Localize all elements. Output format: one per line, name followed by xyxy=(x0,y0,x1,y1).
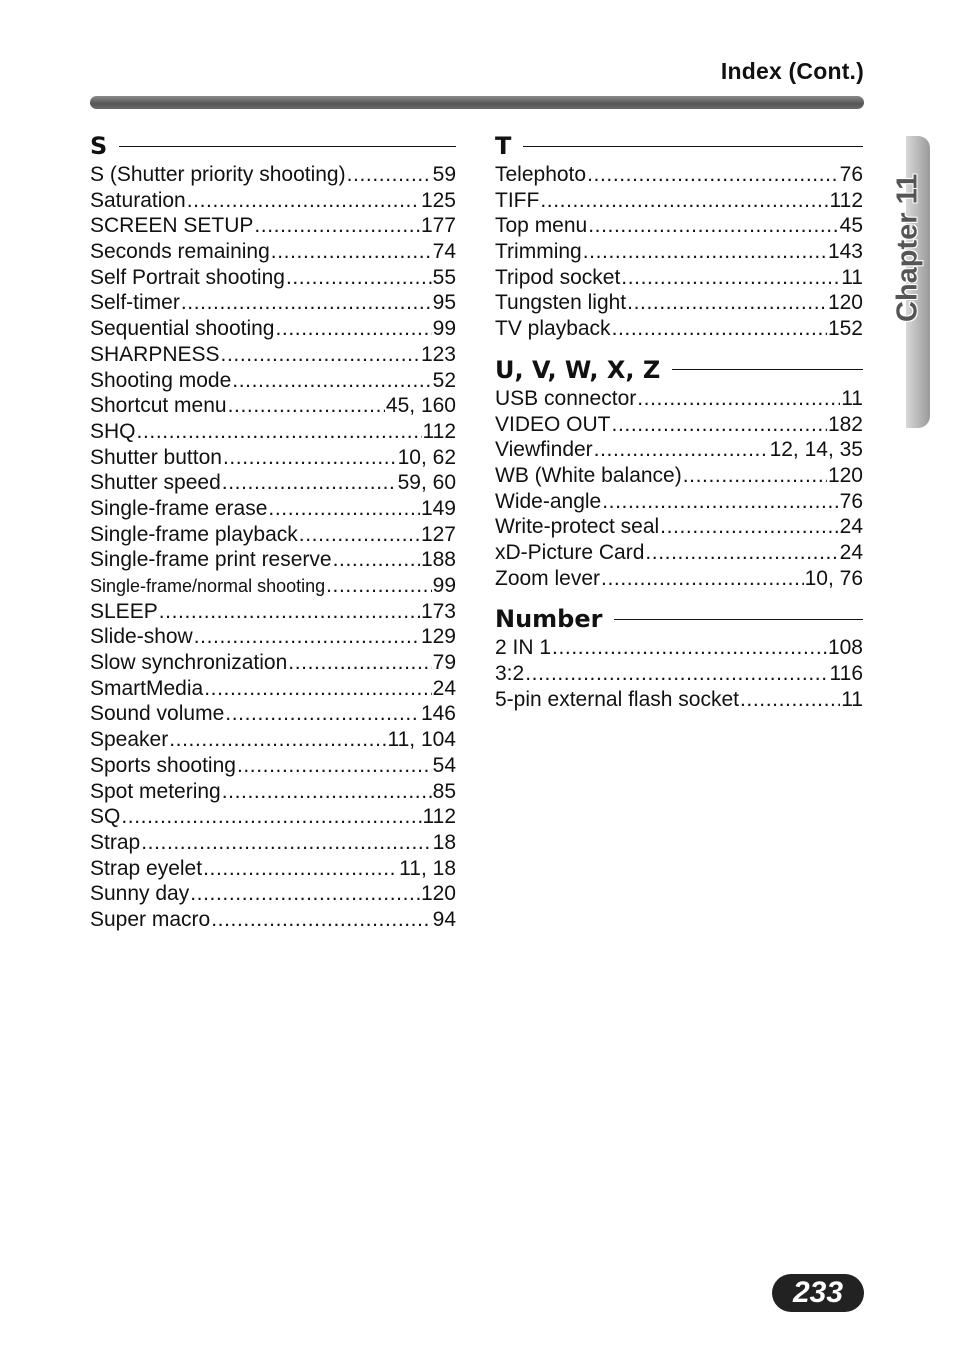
dot-leader xyxy=(194,624,420,650)
index-page-ref: 76 xyxy=(839,489,863,513)
index-entry xyxy=(90,624,456,650)
index-term: SLEEP xyxy=(90,599,158,623)
index-term: Single-frame print reserve xyxy=(90,548,332,572)
index-page-ref: 11 xyxy=(841,386,863,410)
index-entry xyxy=(495,489,863,515)
index-entry xyxy=(90,779,456,805)
dot-leader xyxy=(347,162,432,188)
section-heading xyxy=(90,132,456,160)
index-entry xyxy=(90,290,456,316)
index-term: Single-frame playback xyxy=(90,522,298,546)
index-term: 3:2 xyxy=(495,662,525,685)
dot-leader xyxy=(275,316,431,342)
section-rule xyxy=(119,146,456,147)
index-term: SQ xyxy=(90,805,121,829)
index-page-ref: 74 xyxy=(432,240,456,264)
dot-leader xyxy=(271,239,432,265)
section-heading xyxy=(495,132,863,160)
index-page-ref: 146 xyxy=(420,702,456,726)
index-entry xyxy=(90,445,456,471)
index-page-ref: 143 xyxy=(827,240,863,264)
index-term: Slow synchronization xyxy=(90,651,288,675)
index-page-ref: 123 xyxy=(420,342,456,366)
index-entry xyxy=(90,804,456,830)
index-entry xyxy=(495,265,863,291)
index-page-ref: 76 xyxy=(839,163,863,186)
dot-leader xyxy=(288,650,431,676)
index-term: Spot metering xyxy=(90,779,221,803)
index-term: VIDEO OUT xyxy=(495,412,611,436)
section-heading xyxy=(495,605,863,633)
index-term: Shutter button xyxy=(90,445,222,469)
index-entry xyxy=(90,650,456,676)
index-page-ref: 24 xyxy=(839,515,863,539)
dot-leader xyxy=(268,496,420,522)
section-letter: Number xyxy=(495,605,603,634)
index-page-ref: 120 xyxy=(827,463,863,487)
index-entry xyxy=(90,265,456,291)
index-entry xyxy=(495,635,863,661)
dot-leader xyxy=(203,856,398,882)
index-page-ref: 11 xyxy=(841,265,863,289)
index-entry xyxy=(90,701,456,727)
index-entry xyxy=(495,412,863,438)
index-term: Sports shooting xyxy=(90,753,236,777)
index-page-ref: 127 xyxy=(420,522,456,546)
dot-leader xyxy=(525,661,828,687)
dot-leader xyxy=(237,753,432,779)
index-entry xyxy=(90,368,456,394)
index-entry xyxy=(90,676,456,702)
index-page-ref: 152 xyxy=(827,317,863,341)
dot-leader xyxy=(333,547,420,573)
dot-leader xyxy=(286,265,432,291)
index-page-ref: 99 xyxy=(432,317,456,341)
index-term: Shutter speed xyxy=(90,471,221,495)
dot-leader xyxy=(211,907,431,933)
dot-leader xyxy=(221,342,420,368)
index-term: Sound volume xyxy=(90,702,225,726)
dot-leader xyxy=(187,188,420,214)
section-letter: S xyxy=(90,132,108,160)
index-column-left xyxy=(90,132,456,947)
dot-leader xyxy=(223,445,397,471)
index-term: Write-protect seal xyxy=(495,515,660,539)
index-term: TIFF xyxy=(495,188,540,212)
index-page-ref: 52 xyxy=(432,368,456,392)
index-entry xyxy=(90,727,456,753)
header-divider-bar xyxy=(90,96,864,109)
index-term: Single-frame erase xyxy=(90,496,268,520)
index-entry xyxy=(495,566,863,592)
index-term: SHARPNESS xyxy=(90,342,220,366)
index-page-ref: 24 xyxy=(432,676,456,700)
index-section xyxy=(90,132,456,933)
dot-leader xyxy=(583,239,827,265)
dot-leader xyxy=(121,804,421,830)
dot-leader xyxy=(602,489,838,515)
dot-leader xyxy=(204,676,431,702)
index-page-ref: 120 xyxy=(420,882,456,906)
dot-leader xyxy=(299,522,420,548)
index-term: Saturation xyxy=(90,188,186,212)
index-term: 5-pin external flash socket xyxy=(495,687,739,711)
dot-leader xyxy=(645,540,838,566)
index-section xyxy=(495,356,863,592)
index-entry xyxy=(90,213,456,239)
page-header-title: Index (Cont.) xyxy=(720,58,864,84)
index-page-ref: 45, 160 xyxy=(385,394,456,418)
index-page-ref: 54 xyxy=(432,753,456,777)
dot-leader xyxy=(228,393,385,419)
dot-leader xyxy=(612,412,827,438)
index-entry xyxy=(495,687,863,713)
index-entry xyxy=(90,496,456,522)
index-term: Seconds remaining xyxy=(90,240,270,264)
dot-leader xyxy=(740,687,840,713)
index-entry xyxy=(495,213,863,239)
dot-leader xyxy=(594,437,769,463)
index-page-ref: 120 xyxy=(827,291,863,315)
section-letter: U, V, W, X, Z xyxy=(495,355,661,384)
index-section xyxy=(495,605,863,712)
index-term: SCREEN SETUP xyxy=(90,214,254,238)
index-term: Strap xyxy=(90,830,141,854)
index-term: Viewfinder xyxy=(495,438,593,462)
dot-leader xyxy=(587,162,839,188)
index-entry xyxy=(495,540,863,566)
index-page-ref: 11, 18 xyxy=(399,856,456,880)
index-entry xyxy=(90,830,456,856)
index-page-ref: 112 xyxy=(422,419,456,443)
index-entry xyxy=(495,188,863,214)
index-term: Single-frame/normal shooting xyxy=(90,576,326,596)
index-term: SmartMedia xyxy=(90,676,204,700)
section-rule xyxy=(614,619,863,620)
index-term: Top menu xyxy=(495,214,588,238)
dot-leader xyxy=(627,290,827,316)
index-term: Strap eyelet xyxy=(90,856,203,880)
index-entry xyxy=(90,419,456,445)
index-entry xyxy=(495,316,863,342)
index-entry xyxy=(90,573,456,599)
section-heading xyxy=(495,356,863,384)
index-page-ref: 18 xyxy=(432,830,456,854)
dot-leader xyxy=(326,573,432,599)
index-page-ref: 116 xyxy=(829,662,863,685)
index-page-ref: 177 xyxy=(420,214,456,238)
index-entry xyxy=(90,239,456,265)
index-page-ref: 59, 60 xyxy=(397,471,456,495)
index-entry xyxy=(90,547,456,573)
chapter-tab-label: Chapter 11 xyxy=(891,173,924,322)
dot-leader xyxy=(137,419,422,445)
index-term: Slide-show xyxy=(90,625,193,649)
index-term: Sunny day xyxy=(90,882,190,906)
index-entry xyxy=(90,470,456,496)
index-entry xyxy=(495,514,863,540)
index-page-ref: 173 xyxy=(420,599,456,623)
index-page-ref: 24 xyxy=(839,540,863,564)
index-page-ref: 94 xyxy=(432,907,456,931)
index-term: USB connector xyxy=(495,386,637,410)
dot-leader xyxy=(254,213,420,239)
index-entry xyxy=(90,856,456,882)
index-page-ref: 95 xyxy=(432,291,456,315)
dot-leader xyxy=(222,779,432,805)
index-page-ref: 59 xyxy=(432,163,456,186)
index-page-ref: 10, 62 xyxy=(397,445,456,469)
index-section xyxy=(495,132,863,342)
dot-leader xyxy=(169,727,386,753)
index-page-ref: 188 xyxy=(420,548,456,572)
index-term: Super macro xyxy=(90,907,211,931)
index-entry xyxy=(495,463,863,489)
index-term: WB (White balance) xyxy=(495,463,682,487)
dot-leader xyxy=(601,566,804,592)
index-term: Shooting mode xyxy=(90,368,232,392)
index-term: Trimming xyxy=(495,240,582,264)
dot-leader xyxy=(588,213,838,239)
index-page-ref: 125 xyxy=(420,188,456,212)
index-page-ref: 129 xyxy=(420,625,456,649)
index-page-ref: 11 xyxy=(841,687,863,711)
index-term: Tungsten light xyxy=(495,291,627,315)
index-page-ref: 85 xyxy=(432,779,456,803)
page-number-badge: 233 xyxy=(772,1274,864,1312)
index-page-ref: 79 xyxy=(432,651,456,675)
index-entry xyxy=(495,239,863,265)
index-term: Self Portrait shooting xyxy=(90,265,285,289)
index-entry xyxy=(495,162,863,188)
index-page-ref: 10, 76 xyxy=(804,566,863,590)
index-term: Wide-angle xyxy=(495,489,602,513)
index-entry xyxy=(90,522,456,548)
index-entry xyxy=(90,599,456,625)
index-entry xyxy=(90,393,456,419)
index-page-ref: 99 xyxy=(432,574,456,597)
index-entry xyxy=(90,342,456,368)
index-page-ref: 182 xyxy=(827,412,863,436)
index-entry xyxy=(90,907,456,933)
index-term: Self-timer xyxy=(90,291,180,315)
index-page-ref: 11, 104 xyxy=(387,728,456,752)
dot-leader xyxy=(141,830,431,856)
index-entry xyxy=(495,437,863,463)
index-term: Tripod socket xyxy=(495,265,621,289)
index-entry xyxy=(90,316,456,342)
index-term: SHQ xyxy=(90,419,136,443)
index-column-right xyxy=(495,132,863,726)
index-page-ref: 112 xyxy=(829,188,863,212)
index-entry xyxy=(495,661,863,687)
index-term: Telephoto xyxy=(495,163,587,186)
index-page-ref: 112 xyxy=(422,805,456,829)
section-rule xyxy=(523,146,863,147)
dot-leader xyxy=(540,188,828,214)
index-entry xyxy=(90,162,456,188)
index-page-ref: 149 xyxy=(420,496,456,520)
dot-leader xyxy=(683,463,827,489)
index-term: Shortcut menu xyxy=(90,394,227,418)
index-term: Sequential shooting xyxy=(90,317,275,341)
dot-leader xyxy=(222,470,397,496)
index-entry xyxy=(495,290,863,316)
index-term: TV playback xyxy=(495,317,611,341)
dot-leader xyxy=(159,599,420,625)
dot-leader xyxy=(232,368,431,394)
index-entry xyxy=(90,188,456,214)
dot-leader xyxy=(225,701,420,727)
index-entry xyxy=(90,753,456,779)
section-letter: T xyxy=(495,132,512,160)
index-entry xyxy=(495,386,863,412)
dot-leader xyxy=(621,265,840,291)
dot-leader xyxy=(660,514,838,540)
dot-leader xyxy=(190,881,420,907)
index-term: Zoom lever xyxy=(495,566,601,590)
index-term: 2 IN 1 xyxy=(495,636,552,660)
index-term: xD-Picture Card xyxy=(495,540,645,564)
index-entry xyxy=(90,881,456,907)
section-rule xyxy=(672,369,863,370)
dot-leader xyxy=(552,635,827,661)
index-term: Speaker xyxy=(90,728,169,752)
index-term: S (Shutter priority shooting) xyxy=(90,163,346,186)
index-page-ref: 45 xyxy=(839,214,863,238)
dot-leader xyxy=(637,386,840,412)
dot-leader xyxy=(612,316,827,342)
index-page-ref: 108 xyxy=(827,636,863,660)
dot-leader xyxy=(181,290,432,316)
index-page-ref: 12, 14, 35 xyxy=(769,438,863,462)
index-page-ref: 55 xyxy=(432,265,456,289)
